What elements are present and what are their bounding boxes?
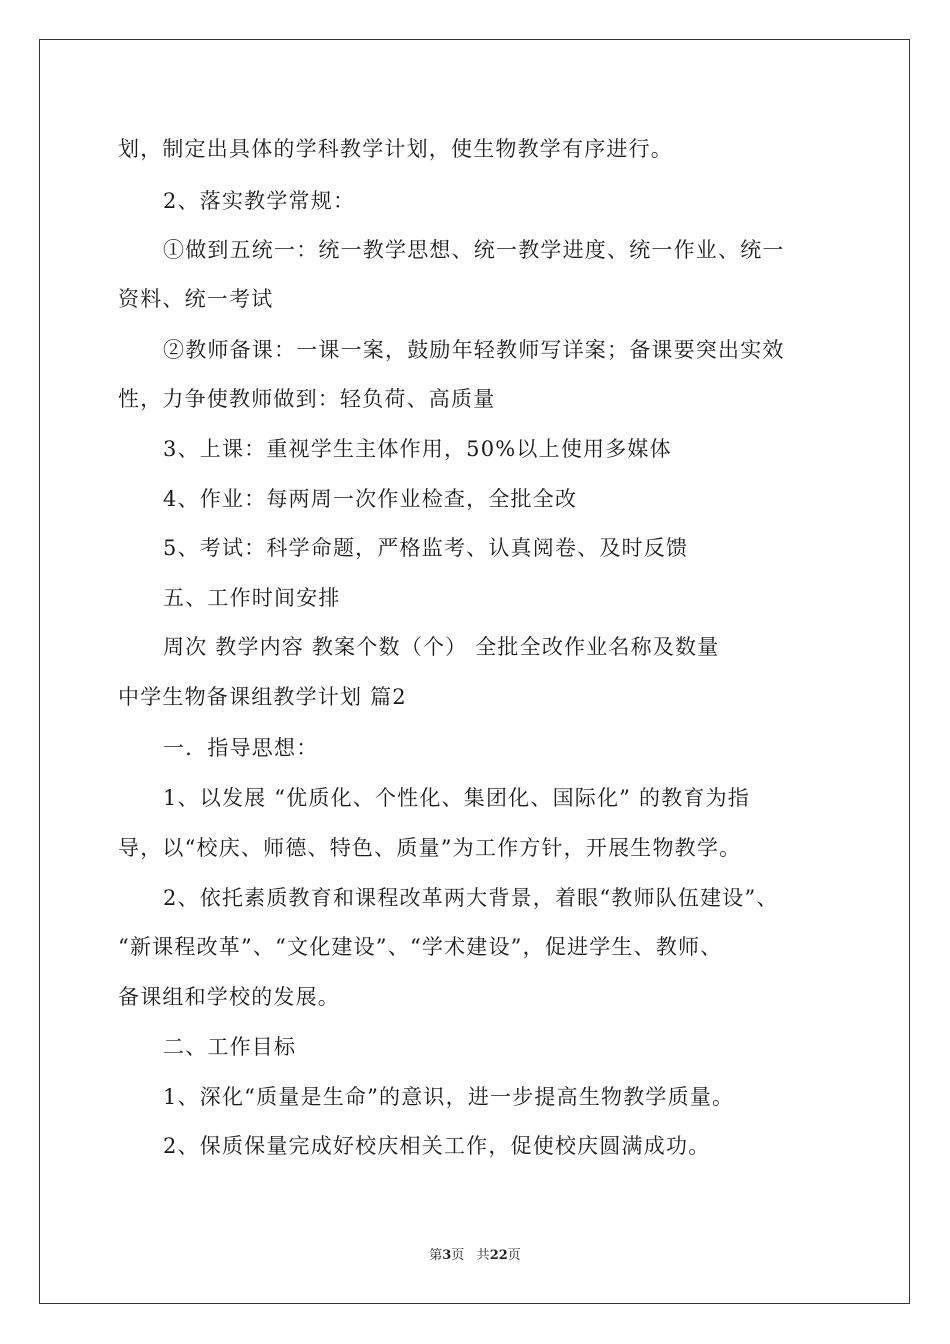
page-number: 3 (442, 1248, 452, 1263)
text-line: 3、上课：重视学生主体作用，50%以上使用多媒体 (163, 437, 672, 461)
page-prefix: 第 (429, 1248, 443, 1263)
text-line: “新课程改革”、“文化建设”、“学术建设”，促进学生、教师、 (118, 935, 723, 959)
text-line: ①做到五统一：统一教学思想、统一教学进度、统一作业、统一 (163, 238, 785, 262)
total-prefix: 共 (476, 1248, 490, 1263)
text-line: 2、落实教学常规： (163, 189, 356, 213)
text-line: 1、深化“质量是生命”的意识，进一步提高生物教学质量。 (163, 1085, 735, 1109)
text-line: 4、作业：每两周一次作业检查，全批全改 (163, 487, 578, 511)
text-line: 5、考试：科学命题，严格监考、认真阅卷、及时反馈 (163, 536, 689, 560)
text-line: 划，制定出具体的学科教学计划，使生物教学有序进行。 (118, 137, 673, 161)
text-line: 导，以“校庆、师德、特色、质量”为工作方针，开展生物教学。 (118, 836, 742, 860)
text-line: 性，力争使教师做到：轻负荷、高质量 (118, 387, 496, 411)
section-heading: 五、工作时间安排 (163, 586, 341, 610)
total-pages: 22 (489, 1248, 508, 1263)
section-heading: 一．指导思想： (163, 736, 319, 760)
page-suffix: 页 (451, 1248, 465, 1263)
text-line: 2、保质保量完成好校庆相关工作，促使校庆圆满成功。 (163, 1134, 711, 1158)
page-footer (0, 1247, 950, 1265)
text-line: 资料、统一考试 (118, 287, 274, 311)
section-heading: 二、工作目标 (163, 1035, 297, 1059)
text-line: 2、依托素质教育和课程改革两大背景，着眼“教师队伍建设”、 (163, 886, 779, 910)
total-suffix: 页 (507, 1248, 521, 1263)
text-line: ②教师备课：一课一案，鼓励年轻教师写详案；备课要突出实效 (163, 338, 785, 362)
page-border (39, 39, 910, 1304)
article-title: 中学生物备课组教学计划 篇2 (118, 685, 407, 709)
text-line: 备课组和学校的发展。 (118, 985, 340, 1009)
table-header-line: 周次 教学内容 教案个数（个） 全批全改作业名称及数量 (163, 635, 720, 659)
text-line: 1、以发展 “优质化、个性化、集团化、国际化” 的教育为指 (163, 786, 750, 810)
